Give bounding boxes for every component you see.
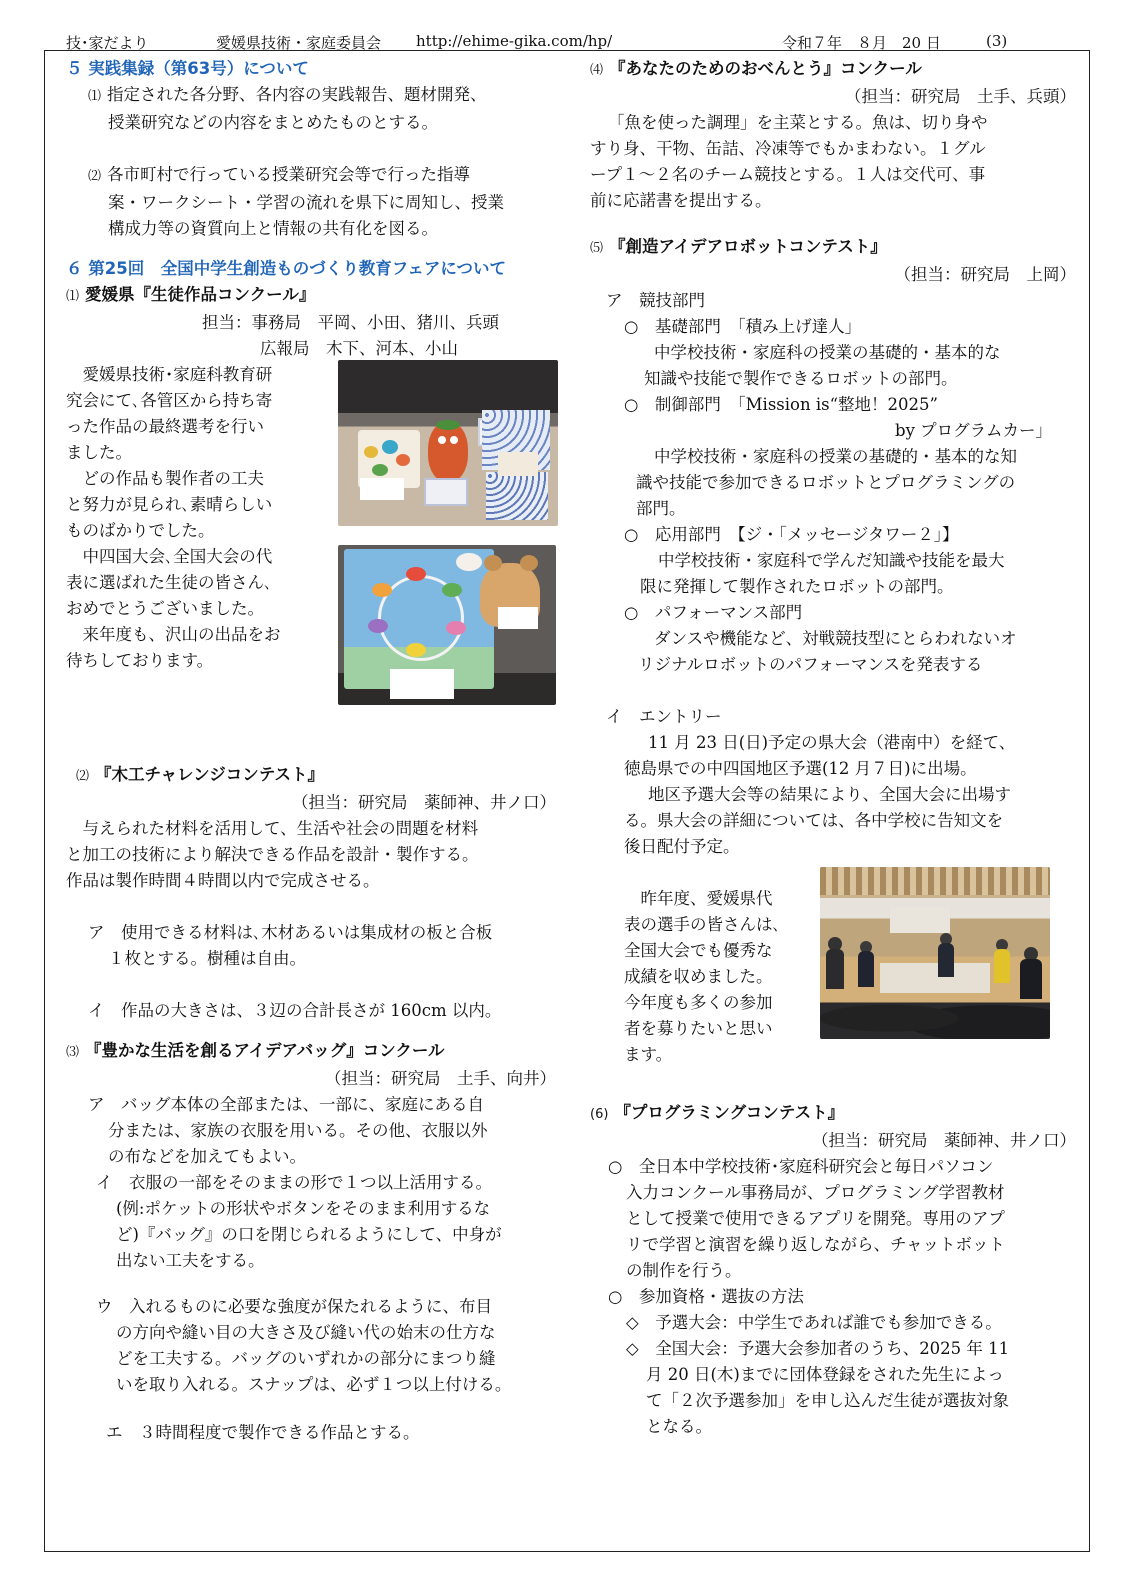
performance-heading: ○ パフォーマンス部門 [624, 603, 803, 622]
s6-3-u-line1: ウ 入れるものに必要な強度が保たれるように、布目 [96, 1297, 492, 1316]
control-heading: ○ 制御部門 「Mission is“整地！2025” [624, 395, 938, 414]
body-line: と努力が見られ､素晴らしい [66, 495, 273, 514]
s6-3-i-line4: 出ない工夫をする。 [116, 1251, 265, 1270]
entry-body1: 11 月 23 日(日)予定の県大会（港南中）を経て、 [648, 733, 1016, 752]
body-line: 愛媛県技術･家庭科教育研 [66, 365, 273, 384]
entry-heading: イ エントリー [606, 707, 722, 726]
performance-body1: ダンスや機能など、対戦競技型にとらわれないオ [654, 629, 1017, 648]
caption-line: 者を募りたいと思い [624, 1019, 773, 1038]
s4-body2: すり身、干物、缶詰、冷凍等でもかまわない。１グル [590, 139, 986, 158]
s5r-title: 『創造アイデアロボットコンテスト』 [609, 237, 887, 256]
student-works-photo-2 [338, 545, 556, 705]
s4-body1: 「魚を使った調理」を主菜とする。魚は、切り身や [608, 113, 988, 132]
prog-body5: の制作を行う。 [626, 1261, 742, 1280]
right-column [590, 56, 1076, 1440]
s6r-staff: （担当：研究局 薬師神、井ノ口） [812, 1131, 1076, 1150]
qualification-national4: となる。 [646, 1417, 712, 1436]
s6-1-body [66, 362, 316, 674]
basic-body1: 中学校技術・家庭科の授業の基礎的・基本的な [654, 343, 1001, 362]
entry-body4: る。県大会の詳細については、各中学校に告知文を [624, 811, 1004, 830]
item-number: ⑵ [76, 769, 90, 784]
prog-body3: として授業で使用できるアプリを開発。専用のアプ [626, 1209, 1005, 1228]
basic-body2: 知識や技能で製作できるロボットの部門。 [644, 369, 958, 388]
item-number: (6) [590, 1107, 609, 1122]
left-column [66, 56, 556, 1446]
caption-line: 成績を収めました。 [624, 967, 773, 986]
qualification-prelim: ◇ 予選大会：中学生であれば誰でも参加できる。 [626, 1313, 1002, 1332]
s6-3-title: 『豊かな生活を創るアイデアバッグ』コンクール [85, 1041, 445, 1060]
qualification-national2: 月 20 日(木)までに団体登録をされた先生によっ [646, 1365, 1004, 1384]
control-body1: 中学校技術・家庭科の授業の基礎的・基本的な知 [654, 447, 1017, 466]
s6-1-title: 愛媛県『生徒作品コンクール』 [85, 285, 316, 304]
section-5-title: ５ 実践集録（第63号）について [66, 59, 309, 78]
item-number: ⑶ [66, 1045, 80, 1060]
a-heading: ア 競技部門 [606, 291, 705, 310]
control-body2: 識や技能で参加できるロボットとプログラミングの [636, 473, 1016, 492]
s6-3-i-line1: イ 衣服の一部をそのままの形で１つ以上活用する。 [96, 1173, 492, 1192]
s6-2-i: イ 作品の大きさは、３辺の合計長さが 160cm 以内。 [88, 1001, 502, 1020]
s4-title: 『あなたのためのおべんとう』コンクール [609, 59, 922, 78]
s5-item1-line1: 指定された各分野、各内容の実践報告、題材開発、 [107, 85, 487, 104]
prog-body1: ○ 全日本中学校技術･家庭科研究会と毎日パソコン [608, 1157, 994, 1176]
body-line: どの作品も製作者の工夫 [66, 469, 264, 488]
s6-3-a-line2: 分または、家族の衣服を用いる。その他、衣服以外 [108, 1121, 488, 1140]
qualification-heading: ○ 参加資格・選抜の方法 [608, 1287, 804, 1306]
newsletter-name: 技･家だより [66, 34, 149, 52]
s6-1-staff1: 担当：事務局 平岡、小田、猪川、兵頭 [202, 313, 499, 332]
applied-body1: 中学校技術・家庭科で学んだ知識や技能を最大 [658, 551, 1005, 570]
item-number: ⑴ [88, 89, 102, 104]
s4-staff: （担当：研究局 土手、兵頭） [845, 87, 1076, 106]
page-number: (3) [986, 32, 1008, 50]
s6-3-a-line1: ア バッグ本体の全部または、一部に、家庭にある自 [88, 1095, 484, 1114]
s6-3-a-line3: の布などを加えてもよい。 [108, 1147, 306, 1166]
s4-body3: ープ１～２名のチーム競技とする。１人は交代可、事 [590, 165, 986, 184]
qualification-national1: ◇ 全国大会：予選大会参加者のうち、2025 年 11 [626, 1339, 1010, 1358]
s5-item1-line2: 授業研究などの内容をまとめたものとする。 [108, 113, 438, 132]
body-line: 中四国大会､全国大会の代 [66, 547, 273, 566]
s6-1-staff2: 広報局 木下、河本、小山 [260, 339, 458, 358]
s6-3-i-line2: (例:ポケットの形状やボタンをそのまま利用するな [116, 1199, 491, 1218]
student-works-photo-1 [338, 360, 558, 526]
performance-body2: リジナルロボットのパフォーマンスを発表する [638, 655, 983, 674]
caption-line: ます。 [624, 1045, 673, 1064]
s6-3-u-line3: どを工夫する。バッグのいずれかの部分にまつり縫 [116, 1349, 496, 1368]
entry-body2: 徳島県での中四国地区予選(12 月７日)に出場。 [624, 759, 977, 778]
caption-line: 今年度も多くの参加 [624, 993, 773, 1012]
s6-2-a-line2: １枚とする。樹種は自由。 [108, 949, 306, 968]
s6-2-title: 『木工チャレンジコンテスト』 [95, 765, 325, 784]
s4-body4: 前に応諾書を提出する。 [590, 191, 772, 210]
s5-item2-line3: 構成力等の資質向上と情報の共有化を図る。 [108, 219, 438, 238]
control-by: by プログラムカー」 [895, 421, 1052, 440]
s6-3-u-line4: いを取り入れる。スナップは、必ず１つ以上付ける。 [116, 1375, 512, 1394]
prog-body4: リで学習と演習を繰り返しながら、チャットボット [626, 1235, 1006, 1254]
s6-2-body2: と加工の技術により解決できる作品を設計・製作する。 [66, 845, 479, 864]
robot-contest-photo [820, 867, 1050, 1039]
caption-line: 昨年度、愛媛県代 [624, 889, 773, 908]
org-name: 愛媛県技術・家庭委員会 [216, 34, 382, 52]
s5-item2-line2: 案・ワークシート・学習の流れを県下に周知し、授業 [108, 193, 504, 212]
s6-3-i-line3: ど)『バッグ』の口を閉じられるようにして、中身が [116, 1225, 502, 1244]
body-line: おめでとうございました。 [66, 599, 264, 618]
s6-3-u-line2: の方向や縫い目の大きさ及び縫い代の始末の仕方な [116, 1323, 496, 1342]
photo-caption [590, 886, 814, 1068]
prog-body2: 入力コンクール事務局が、プログラミング学習教材 [626, 1183, 1005, 1202]
issue-date: 令和７年 ８月 20 日 [782, 34, 941, 52]
s6-2-body1: 与えられた材料を活用して、生活や社会の問題を材料 [66, 819, 479, 838]
item-number: ⑵ [88, 169, 102, 184]
control-body3: 部門。 [636, 499, 686, 518]
basic-heading: ○ 基礎部門 「積み上げ達人」 [624, 317, 862, 336]
entry-body5: 後日配付予定。 [624, 837, 740, 856]
item-number: ⑷ [590, 63, 604, 78]
s6-3-staff: （担当：研究局 土手、向井） [325, 1069, 556, 1088]
s6-2-a-line1: ア 使用できる材料は､木材あるいは集成材の板と合板 [88, 923, 493, 942]
site-url[interactable]: http://ehime-gika.com/hp/ [416, 32, 613, 50]
section-6-title: ６ 第25回 全国中学生創造ものづくり教育フェアについて [66, 259, 507, 278]
s5-item2-line1: 各市町村で行っている授業研究会等で行った指導 [107, 165, 471, 184]
body-line: ものばかりでした。 [66, 521, 215, 540]
entry-body3: 地区予選大会等の結果により、全国大会に出場す [648, 785, 1011, 804]
s6r-title: 『プログラミングコンテスト』 [614, 1103, 845, 1122]
body-line: 表に選ばれた生徒の皆さん､ [66, 573, 273, 592]
item-number: ⑴ [66, 289, 80, 304]
s6-2-body3: 作品は製作時間４時間以内で完成させる。 [66, 871, 380, 890]
applied-body2: 限に発揮して製作されたロボットの部門。 [640, 577, 954, 596]
caption-line: 表の選手の皆さんは､ [624, 915, 781, 934]
applied-heading: ○ 応用部門 【ジ・「メッセージタワー２」】 [624, 525, 959, 544]
s6-3-e: エ ３時間程度で製作できる作品とする。 [106, 1423, 420, 1442]
body-line: 待ちしております。 [66, 651, 214, 670]
body-line: 来年度も、沢山の出品をお [66, 625, 281, 644]
s6-2-staff: （担当：研究局 薬師神、井ノ口） [292, 793, 556, 812]
body-line: った作品の最終選考を行い [66, 417, 264, 436]
body-line: 究会にて､各管区から持ち寄 [66, 391, 273, 410]
qualification-national3: て「２次予選参加」を申し込んだ生徒が選抜対象 [646, 1391, 1009, 1410]
item-number: ⑸ [590, 241, 604, 256]
s5r-staff: （担当：研究局 上岡） [894, 265, 1076, 284]
caption-line: 全国大会でも優秀な [624, 941, 773, 960]
body-line: ました。 [66, 443, 132, 462]
